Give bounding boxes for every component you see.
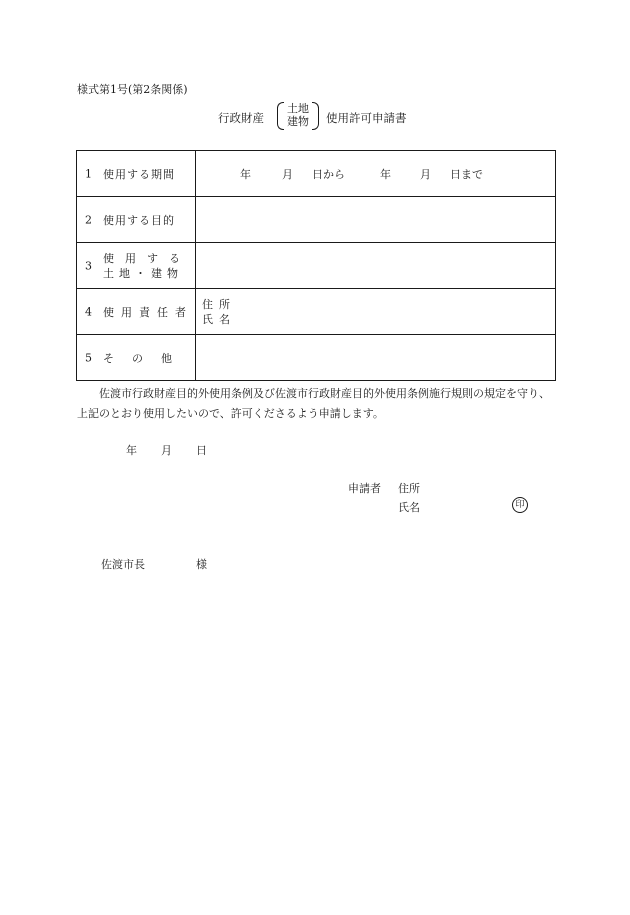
title-suffix: 使用許可申請書 bbox=[326, 111, 407, 125]
date-year: 年 bbox=[126, 444, 137, 457]
period-field[interactable] bbox=[196, 151, 556, 197]
row-label-text bbox=[103, 251, 191, 281]
date-day: 日 bbox=[196, 444, 207, 457]
declaration-paragraph: 佐渡市行政財産目的外使用条例及び佐渡市行政財産目的外使用条例施行規則の規定を守り、上記のとおり使用したいので、許可くださるよう申請します。 bbox=[77, 387, 550, 420]
responsible-name-label: 氏名 bbox=[202, 312, 236, 326]
addressee-name: 佐渡市長 bbox=[101, 558, 145, 571]
table-row bbox=[77, 335, 556, 381]
row-label-line2: 土地・建物 bbox=[103, 266, 183, 280]
row-label-property bbox=[77, 243, 196, 289]
row-number: 4 bbox=[85, 305, 92, 318]
period-day-to: 日まで bbox=[450, 167, 483, 181]
row-label-line1: 使用する bbox=[103, 251, 191, 265]
row-label-period bbox=[77, 151, 196, 197]
row-label-text: 使用責任者 bbox=[103, 305, 193, 319]
responsible-lines bbox=[202, 297, 236, 327]
row-label-purpose bbox=[77, 197, 196, 243]
period-year-to: 年 bbox=[380, 167, 391, 181]
table-row bbox=[77, 289, 556, 335]
row-number: 3 bbox=[85, 259, 92, 272]
row-label-char: そ bbox=[103, 351, 114, 365]
row-label-responsible bbox=[77, 289, 196, 335]
row-label-text: 使用する目的 bbox=[103, 213, 175, 227]
row-number: 1 bbox=[85, 167, 92, 180]
seal-icon: 印 bbox=[512, 497, 528, 513]
application-table bbox=[76, 150, 556, 381]
form-number: 様式第1号(第2条関係) bbox=[77, 83, 188, 96]
applicant-label: 申請者 bbox=[348, 482, 381, 495]
title-prefix: 行政財産 bbox=[218, 111, 264, 125]
document-title bbox=[0, 102, 630, 132]
brace-option-building: 建物 bbox=[287, 115, 309, 128]
purpose-field[interactable] bbox=[196, 197, 556, 243]
period-day-from: 日から bbox=[312, 167, 345, 181]
row-label-text: 使用する期間 bbox=[103, 167, 175, 181]
row-label-char: の bbox=[132, 351, 143, 365]
responsible-field[interactable] bbox=[196, 289, 556, 335]
brace-option-land: 土地 bbox=[287, 102, 309, 115]
row-label-char: 他 bbox=[161, 351, 172, 365]
property-field[interactable] bbox=[196, 243, 556, 289]
right-bracket bbox=[312, 102, 319, 130]
left-bracket bbox=[277, 102, 284, 130]
addressee-honorific: 様 bbox=[196, 558, 207, 571]
row-label-other bbox=[77, 335, 196, 381]
row-number: 2 bbox=[85, 213, 92, 226]
applicant-address-label: 住所 bbox=[398, 482, 420, 495]
table-row bbox=[77, 151, 556, 197]
title-brace-group bbox=[277, 102, 319, 130]
table-row bbox=[77, 197, 556, 243]
responsible-address-label: 住所 bbox=[202, 297, 236, 311]
row-label-text bbox=[103, 350, 190, 366]
applicant-name-label: 氏名 bbox=[398, 501, 420, 514]
other-field[interactable] bbox=[196, 335, 556, 381]
date-month: 月 bbox=[161, 444, 172, 457]
row-number: 5 bbox=[85, 351, 92, 364]
period-month-from: 月 bbox=[282, 167, 293, 181]
period-month-to: 月 bbox=[420, 167, 431, 181]
table-row bbox=[77, 243, 556, 289]
period-year-from: 年 bbox=[240, 167, 251, 181]
